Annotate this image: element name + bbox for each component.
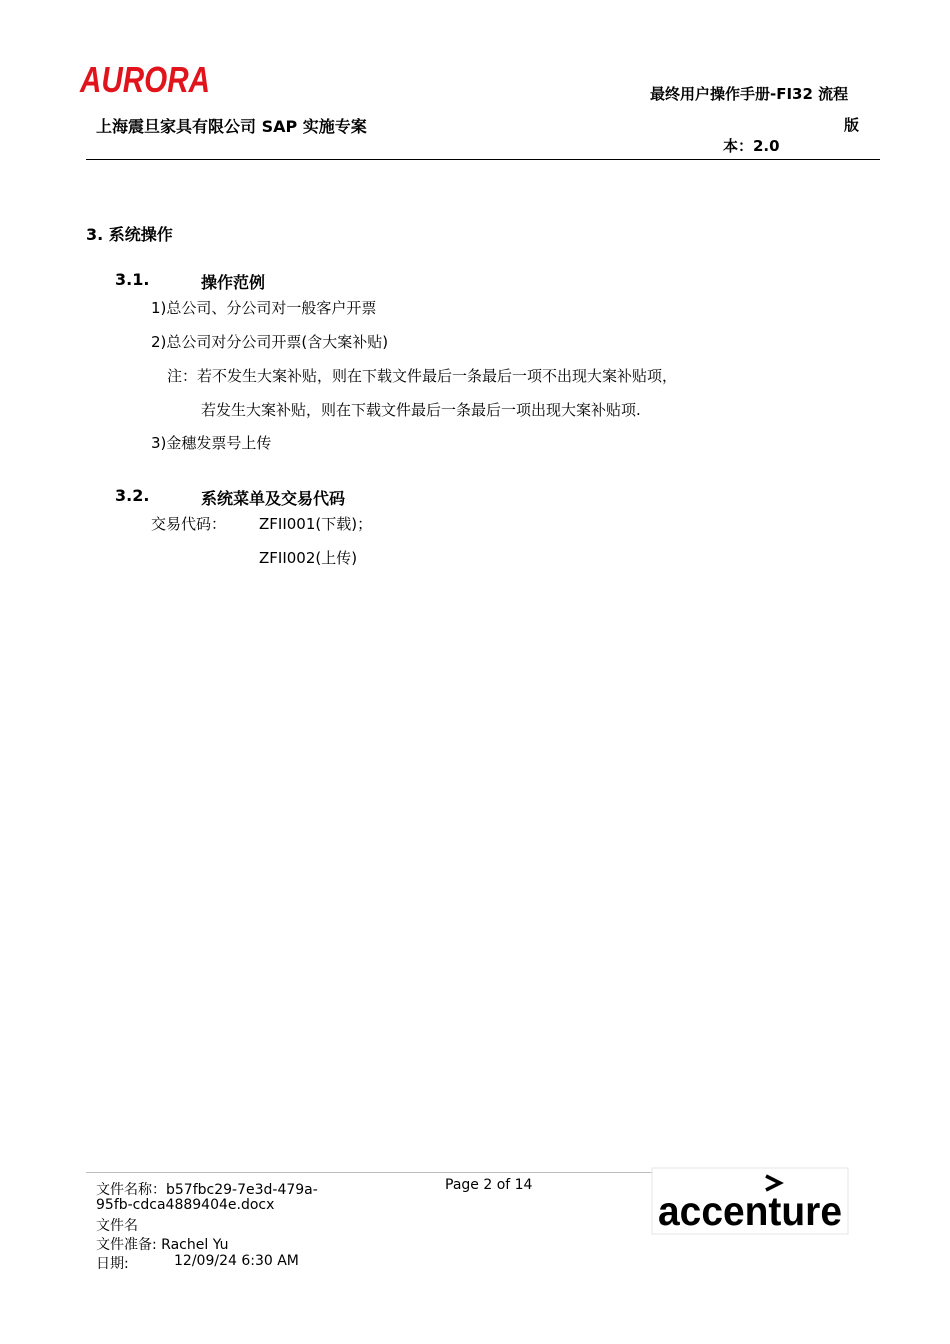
transaction-code: ZFII001(下载)； [259,515,373,533]
footer-filename-label: 文件名 [96,1218,138,1234]
footer-filename: 文件名称：b57fbc29-7e3d-479a- [96,1182,318,1198]
subsection-title: 操作范例 [201,273,266,292]
aurora-logo [79,59,212,100]
footer-filename-cont: 95fb-cdca4889404e.docx [96,1197,275,1213]
document-title: 最终用户操作手册-FI32 流程 [650,85,849,103]
accenture-logo-text: accenture [658,1188,842,1234]
accenture-logo [652,1168,848,1234]
body-line: 3)金穗发票号上传 [151,434,272,452]
version-label-part1: 版 [844,116,860,134]
aurora-logo-text: AURORA [79,59,210,100]
subsection-number: 3.2. [115,486,150,505]
subsection-number: 3.1. [115,270,150,289]
body-line: 2)总公司对分公司开票(含大案补贴) [151,333,389,351]
page-number: Page 2 of 14 [445,1177,533,1193]
footer-date-label: 日期: [96,1256,129,1272]
note-line: 注：若不发生大案补贴，则在下载文件最后一条最后一项不出现大案补贴项， [167,367,678,385]
subsection-title: 系统菜单及交易代码 [201,489,346,508]
version-label-part2: 本：2.0 [723,137,780,155]
transaction-code-label: 交易代码： [151,515,227,533]
footer-divider [86,1172,744,1173]
body-line: 1)总公司、分公司对一般客户开票 [151,299,377,317]
company-project-name: 上海震旦家具有限公司 SAP 实施专案 [96,117,367,136]
header-divider [86,159,880,160]
section-heading: 3. 系统操作 [86,225,173,244]
note-line: 若发生大案补贴，则在下载文件最后一条最后一项出现大案补贴项. [201,401,641,419]
footer-prepared-by: 文件准备: Rachel Yu [96,1237,229,1253]
footer-date-value: 12/09/24 6:30 AM [174,1253,299,1269]
transaction-code: ZFII002(上传) [259,549,358,567]
